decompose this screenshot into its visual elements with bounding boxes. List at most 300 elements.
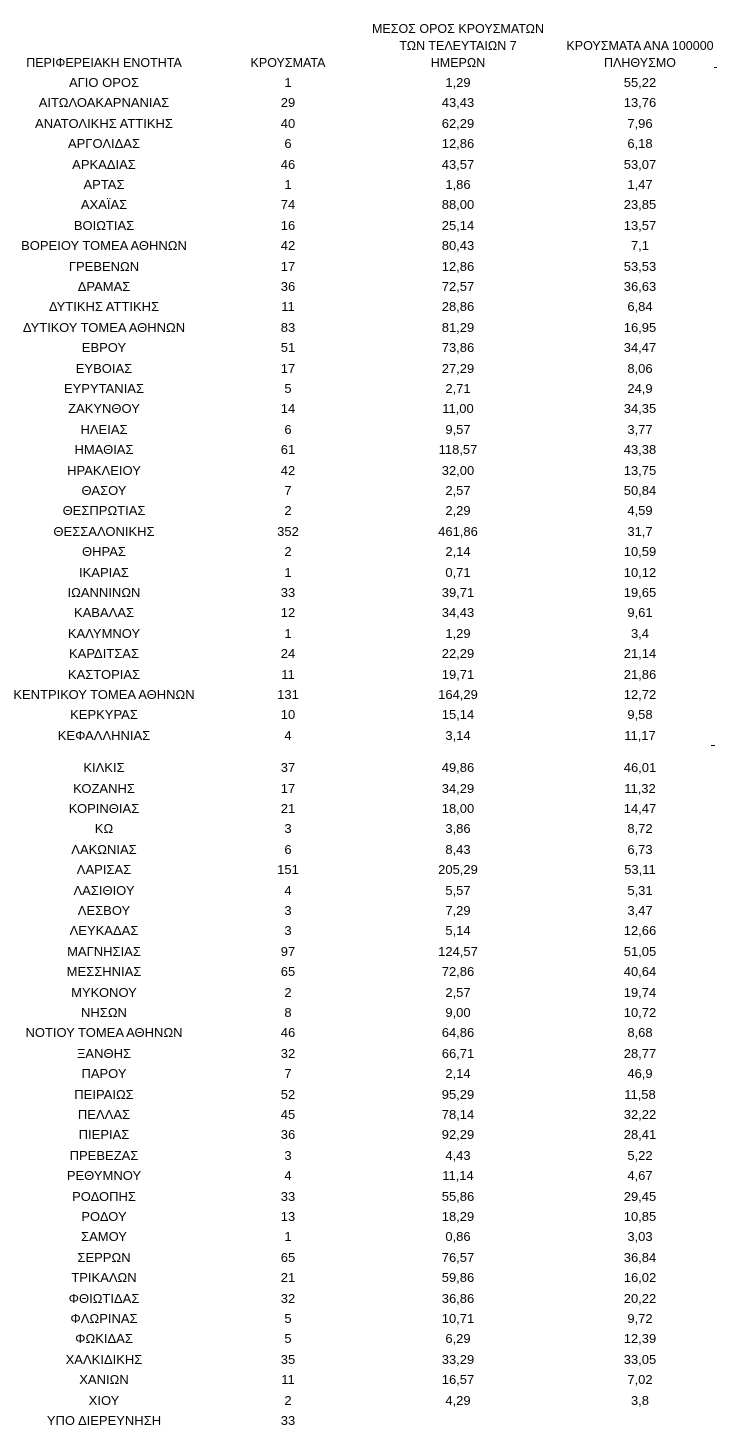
table-row [0, 1248, 731, 1268]
cell-region: ΗΡΑΚΛΕΙΟΥ [67, 462, 141, 478]
cell-cases-per-100000: 36,84 [623, 1249, 657, 1265]
cell-7day-average: 2,14 [445, 1066, 471, 1082]
cell-cases-per-100000: 12,39 [623, 1331, 657, 1347]
cell-region: ΚΟΖΑΝΗΣ [73, 780, 135, 796]
cell-7day-average: 0,71 [445, 564, 471, 580]
cell-region: ΦΘΙΩΤΙΔΑΣ [68, 1290, 140, 1306]
cell-cases-per-100000: 46,01 [623, 760, 657, 776]
cell-region: ΧΑΝΙΩΝ [79, 1372, 129, 1388]
column-header-region [0, 55, 208, 72]
table-row [0, 1105, 731, 1125]
table-row [0, 1044, 731, 1064]
cell-cases: 65 [280, 964, 296, 980]
cell-7day-average: 205,29 [438, 862, 478, 878]
cell-cases: 52 [280, 1086, 296, 1102]
cell-cases: 1 [284, 75, 292, 90]
table-row [0, 1370, 731, 1390]
cell-region: ΑΧΑΪΑΣ [80, 197, 128, 213]
cell-cases: 83 [280, 319, 296, 335]
cell-cases-per-100000: 32,22 [623, 1107, 657, 1122]
cell-region: ΛΑΚΩΝΙΑΣ [71, 841, 137, 857]
cell-cases-per-100000: 36,63 [623, 279, 657, 294]
cell-cases-per-100000: 11,58 [624, 1086, 656, 1102]
cell-cases: 3 [284, 903, 292, 918]
cell-region: ΘΑΣΟΥ [81, 483, 127, 498]
cell-cases: 6 [284, 136, 292, 152]
cell-7day-average: 73,86 [441, 340, 475, 356]
table-row [0, 624, 731, 644]
table-row [0, 563, 731, 583]
cell-cases: 35 [280, 1351, 296, 1367]
cell-region: ΛΑΡΙΣΑΣ [76, 862, 132, 878]
cell-cases: 13 [280, 1209, 296, 1224]
cell-7day-average: 72,86 [441, 964, 475, 980]
cell-7day-average: 18,00 [441, 801, 475, 816]
cell-cases: 5 [284, 1331, 292, 1347]
cell-cases: 151 [277, 862, 299, 878]
table-row [0, 1411, 731, 1431]
cell-7day-average: 78,14 [441, 1107, 475, 1122]
cell-edge-mark [714, 67, 717, 68]
cell-region: ΖΑΚΥΝΘΟΥ [68, 401, 140, 417]
cell-region: ΦΛΩΡΙΝΑΣ [70, 1311, 138, 1326]
cell-7day-average: 5,57 [445, 882, 471, 898]
cell-7day-average: 22,29 [441, 646, 475, 662]
cell-region: ΚΕΝΤΡΙΚΟΥ ΤΟΜΕΑ ΑΘΗΝΩΝ [13, 687, 195, 702]
cell-cases-per-100000: 5,31 [627, 882, 653, 898]
cell-cases-per-100000: 28,77 [623, 1045, 657, 1061]
cell-7day-average: 28,86 [441, 299, 475, 315]
column-header-7day-average-line-3: ΗΜΕΡΩΝ [430, 56, 486, 70]
cell-cases: 1 [284, 564, 292, 580]
cell-region: ΙΩΑΝΝΙΝΩΝ [67, 585, 141, 600]
cell-cases: 6 [284, 421, 292, 437]
cell-7day-average: 7,29 [445, 903, 471, 918]
table-row [0, 779, 731, 799]
cell-cases: 2 [284, 503, 292, 519]
table-row [0, 195, 731, 215]
cell-region: ΚΩ [94, 821, 114, 837]
cell-region: ΡΟΔΟΠΗΣ [72, 1188, 136, 1204]
cell-cases-per-100000: 10,85 [623, 1209, 657, 1224]
cell-cases-per-100000: 3,8 [630, 1392, 650, 1408]
cell-7day-average: 72,57 [441, 279, 475, 294]
table-row [0, 277, 731, 297]
cell-cases: 36 [280, 1127, 296, 1143]
cell-cases-per-100000: 6,73 [627, 841, 653, 857]
cell-7day-average: 0,86 [445, 1229, 471, 1245]
cell-cases: 11 [281, 299, 295, 315]
table-row [0, 962, 731, 982]
cell-cases-per-100000: 14,47 [623, 801, 657, 816]
cell-cases-per-100000: 8,06 [627, 360, 653, 376]
cell-region: ΗΛΕΙΑΣ [80, 421, 128, 437]
cell-cases-per-100000: 53,53 [623, 258, 657, 274]
cell-cases-per-100000: 9,72 [627, 1311, 653, 1326]
cell-cases: 61 [280, 442, 296, 458]
cell-cases-per-100000: 53,11 [624, 862, 656, 878]
table-row [0, 921, 731, 941]
cell-cases: 46 [280, 156, 296, 172]
cell-region: ΑΝΑΤΟΛΙΚΗΣ ΑΤΤΙΚΗΣ [35, 115, 173, 131]
cell-cases: 33 [280, 585, 296, 600]
column-header-cases-label: ΚΡΟΥΣΜΑΤΑ [250, 56, 326, 70]
cell-7day-average: 11,14 [442, 1168, 474, 1184]
cell-cases-per-100000: 3,03 [627, 1229, 653, 1245]
column-header-cases [238, 55, 338, 72]
table-row [0, 644, 731, 664]
cell-region: ΠΑΡΟΥ [81, 1066, 127, 1082]
cell-7day-average: 2,57 [445, 984, 471, 1000]
cell-7day-average: 49,86 [441, 760, 475, 776]
table-row [0, 1085, 731, 1105]
cell-region: ΘΕΣΠΡΩΤΙΑΣ [62, 503, 146, 519]
cell-cases-per-100000: 10,59 [623, 544, 657, 560]
cell-region: ΣΑΜΟΥ [81, 1229, 127, 1245]
table-row [0, 399, 731, 419]
cell-cases-per-100000: 20,22 [623, 1290, 657, 1306]
cell-region: ΒΟΡΕΙΟΥ ΤΟΜΕΑ ΑΘΗΝΩΝ [21, 238, 187, 254]
cell-region: ΕΒΡΟΥ [81, 340, 127, 356]
cell-7day-average: 1,86 [445, 177, 471, 192]
table-row [0, 522, 731, 542]
cell-7day-average: 62,29 [441, 115, 475, 131]
cell-region: ΛΕΥΚΑΔΑΣ [69, 923, 139, 939]
table-row [0, 1227, 731, 1247]
cell-7day-average: 164,29 [438, 687, 478, 702]
cell-cases-per-100000: 53,07 [623, 156, 657, 172]
cell-region: ΔΡΑΜΑΣ [77, 279, 131, 294]
table-row [0, 93, 731, 113]
cell-cases: 46 [280, 1025, 296, 1041]
cell-region: ΗΜΑΘΙΑΣ [74, 442, 134, 458]
column-header-cases-per-100000 [540, 38, 731, 72]
cell-cases: 33 [280, 1413, 296, 1428]
table-row [0, 1125, 731, 1145]
cell-region: ΒΟΙΩΤΙΑΣ [73, 217, 135, 233]
cell-region: ΚΕΡΚΥΡΑΣ [70, 707, 138, 723]
table-row [0, 1289, 731, 1309]
cell-cases-per-100000: 16,95 [623, 319, 657, 335]
cell-cases-per-100000: 40,64 [623, 964, 657, 980]
cell-7day-average: 18,29 [441, 1209, 475, 1224]
cell-7day-average: 81,29 [441, 319, 475, 335]
cell-cases-per-100000: 21,14 [623, 646, 657, 662]
cell-region: ΕΥΡΥΤΑΝΙΑΣ [63, 381, 145, 396]
cell-cases-per-100000: 6,84 [627, 299, 653, 315]
cell-cases-per-100000: 29,45 [623, 1188, 657, 1204]
table-row [0, 1023, 731, 1043]
table-row [0, 1391, 731, 1411]
cell-region: ΤΡΙΚΑΛΩΝ [71, 1270, 137, 1286]
table-row [0, 114, 731, 134]
cell-cases: 45 [280, 1107, 296, 1122]
cell-region: ΦΩΚΙΔΑΣ [75, 1331, 133, 1347]
cell-cases: 10 [280, 707, 296, 723]
cell-cases: 7 [284, 483, 292, 498]
cell-region: ΚΑΡΔΙΤΣΑΣ [68, 646, 140, 662]
table-row [0, 901, 731, 921]
cell-cases: 21 [280, 801, 296, 816]
cell-cases-per-100000: 3,4 [630, 625, 650, 641]
cell-7day-average: 64,86 [441, 1025, 475, 1041]
cell-7day-average: 25,14 [441, 217, 475, 233]
cell-region: ΡΟΔΟΥ [81, 1209, 127, 1224]
cell-7day-average: 92,29 [441, 1127, 475, 1143]
table-row [0, 440, 731, 460]
cell-7day-average: 59,86 [441, 1270, 475, 1286]
cell-cases: 51 [280, 340, 296, 356]
table-row [0, 583, 731, 603]
cell-cases-per-100000: 5,22 [627, 1147, 653, 1163]
table-row [0, 860, 731, 880]
cell-region: ΑΡΚΑΔΙΑΣ [72, 156, 136, 172]
column-header-cases-per-100000-line-1: ΚΡΟΥΣΜΑΤΑ ΑΝΑ 100000 [566, 39, 714, 53]
cell-cases-per-100000: 50,84 [623, 483, 657, 498]
cell-cases-per-100000: 34,47 [623, 340, 657, 356]
cell-cases: 40 [280, 115, 296, 131]
cell-region: ΔΥΤΙΚΟΥ ΤΟΜΕΑ ΑΘΗΝΩΝ [22, 319, 186, 335]
cell-cases: 37 [280, 760, 296, 776]
cell-7day-average: 3,86 [445, 821, 471, 837]
column-header-cases-per-100000-line-2: ΠΛΗΘΥΣΜΟ [604, 56, 676, 70]
cell-cases: 42 [280, 462, 296, 478]
table-row [0, 1003, 731, 1023]
table-row [0, 1350, 731, 1370]
cell-cases-per-100000: 7,1 [630, 238, 650, 254]
table-row [0, 603, 731, 623]
cell-cases-per-100000: 43,38 [623, 442, 657, 458]
cell-7day-average: 1,29 [445, 75, 471, 90]
cell-cases-per-100000: 4,67 [627, 1168, 653, 1184]
cell-cases: 32 [280, 1290, 296, 1306]
cell-cases: 17 [280, 780, 296, 796]
cell-cases-per-100000: 24,9 [627, 381, 653, 396]
cell-cases: 352 [277, 523, 299, 539]
cell-cases: 5 [284, 1311, 292, 1326]
table-row [0, 155, 731, 175]
table-row [0, 983, 731, 1003]
cell-region: ΡΕΘΥΜΝΟΥ [66, 1168, 142, 1184]
cell-cases-per-100000: 11,32 [624, 780, 656, 796]
cell-7day-average: 6,29 [445, 1331, 471, 1347]
cell-cases: 2 [284, 544, 292, 560]
cell-region: ΠΙΕΡΙΑΣ [78, 1127, 130, 1143]
cell-7day-average: 80,43 [441, 238, 475, 254]
cell-region: ΓΡΕΒΕΝΩΝ [68, 258, 140, 274]
table-row [0, 257, 731, 277]
cell-cases: 11 [281, 1372, 295, 1388]
table-row [0, 338, 731, 358]
cell-cases: 5 [284, 381, 292, 396]
cell-region: ΠΕΙΡΑΙΩΣ [74, 1086, 134, 1102]
table-row [0, 461, 731, 481]
cell-7day-average: 39,71 [441, 585, 475, 600]
cell-cases-per-100000: 23,85 [623, 197, 657, 213]
cell-region: ΧΑΛΚΙΔΙΚΗΣ [65, 1351, 143, 1367]
table-row [0, 481, 731, 501]
cell-cases-per-100000: 12,66 [623, 923, 657, 939]
cell-region: ΑΓΙΟ ΟΡΟΣ [68, 75, 140, 90]
cell-cases: 16 [280, 217, 296, 233]
table-row [0, 216, 731, 236]
cell-cases: 33 [280, 1188, 296, 1204]
cell-cases-per-100000: 21,86 [623, 666, 657, 682]
table-row [0, 297, 731, 317]
table-row [0, 819, 731, 839]
cell-7day-average: 2,57 [445, 483, 471, 498]
column-header-7day-average-line-2: ΤΩΝ ΤΕΛΕΥΤΑΙΩΝ 7 [399, 39, 517, 53]
cell-cases: 97 [280, 943, 296, 959]
cell-edge-mark [711, 745, 715, 746]
cell-cases: 131 [277, 687, 299, 702]
table-row [0, 1187, 731, 1207]
cell-7day-average: 12,86 [441, 136, 475, 152]
cell-cases: 74 [280, 197, 296, 213]
table-row [0, 134, 731, 154]
cell-region: ΕΥΒΟΙΑΣ [75, 360, 133, 376]
cell-cases: 14 [280, 401, 296, 417]
cell-7day-average: 19,71 [441, 666, 475, 682]
cell-cases-per-100000: 3,77 [627, 421, 653, 437]
table-row [0, 758, 731, 778]
cell-cases: 65 [280, 1249, 296, 1265]
cell-region: ΘΕΣΣΑΛΟΝΙΚΗΣ [53, 523, 155, 539]
cell-cases-per-100000: 12,72 [623, 687, 657, 702]
cell-7day-average: 2,14 [445, 544, 471, 560]
cell-7day-average: 9,00 [445, 1005, 471, 1020]
cell-region: ΚΟΡΙΝΘΙΑΣ [68, 801, 140, 816]
cell-region: ΜΑΓΝΗΣΙΑΣ [67, 943, 141, 959]
cell-cases: 4 [284, 1168, 292, 1184]
cell-cases: 2 [284, 1392, 292, 1408]
cell-cases-per-100000: 9,58 [627, 707, 653, 723]
cell-region: ΙΚΑΡΙΑΣ [79, 564, 129, 580]
cell-region: ΚΙΛΚΙΣ [83, 760, 125, 776]
table-row [0, 420, 731, 440]
cell-region: ΠΕΛΛΑΣ [77, 1107, 131, 1122]
table-row [0, 501, 731, 521]
cell-region: ΛΕΣΒΟΥ [77, 903, 131, 918]
cell-region: ΑΙΤΩΛΟΑΚΑΡΝΑΝΙΑΣ [38, 95, 170, 111]
table-row [0, 1146, 731, 1166]
cell-7day-average: 55,86 [441, 1188, 475, 1204]
column-header-7day-average [368, 21, 548, 72]
cell-cases: 2 [284, 984, 292, 1000]
cell-7day-average: 4,29 [445, 1392, 471, 1408]
cell-7day-average: 3,14 [445, 727, 471, 743]
cell-region: ΠΡΕΒΕΖΑΣ [69, 1147, 139, 1163]
table-row [0, 1166, 731, 1186]
cell-7day-average: 124,57 [438, 943, 478, 959]
table-row [0, 726, 731, 746]
cell-cases-per-100000: 3,47 [627, 903, 653, 918]
cell-cases: 3 [284, 1147, 292, 1163]
cell-cases-per-100000: 10,12 [623, 564, 657, 580]
cell-cases: 1 [284, 1229, 292, 1245]
cell-cases-per-100000: 8,68 [627, 1025, 653, 1041]
cell-7day-average: 8,43 [445, 841, 471, 857]
cell-cases-per-100000: 34,35 [623, 401, 657, 417]
cell-cases-per-100000: 16,02 [623, 1270, 657, 1286]
cell-region: ΚΕΦΑΛΛΗΝΙΑΣ [57, 727, 151, 743]
cell-cases-per-100000: 13,75 [623, 462, 657, 478]
cell-region: ΜΕΣΣΗΝΙΑΣ [66, 964, 142, 980]
table-row [0, 665, 731, 685]
cell-7day-average: 5,14 [445, 923, 471, 939]
cell-region: ΜΥΚΟΝΟΥ [71, 984, 137, 1000]
cell-region: ΑΡΤΑΣ [83, 177, 125, 192]
cell-7day-average: 76,57 [441, 1249, 475, 1265]
cell-7day-average: 36,86 [441, 1290, 475, 1306]
cell-cases-per-100000: 7,02 [627, 1372, 653, 1388]
cell-cases-per-100000: 51,05 [623, 943, 657, 959]
cell-region: ΚΑΒΑΛΑΣ [73, 605, 135, 621]
table-row [0, 942, 731, 962]
table-row [0, 840, 731, 860]
cell-cases-per-100000: 10,72 [623, 1005, 657, 1020]
cell-cases: 6 [284, 841, 292, 857]
cell-7day-average: 9,57 [445, 421, 471, 437]
table-row [0, 881, 731, 901]
cell-7day-average: 16,57 [441, 1372, 475, 1388]
cell-7day-average: 32,00 [441, 462, 475, 478]
cell-cases-per-100000: 55,22 [623, 75, 657, 90]
column-header-region-label: ΠΕΡΙΦΕΡΕΙΑΚΗ ΕΝΟΤΗΤΑ [26, 56, 182, 70]
cell-cases-per-100000: 33,05 [623, 1351, 657, 1367]
cell-cases-per-100000: 28,41 [623, 1127, 657, 1143]
cell-region: ΥΠΟ ΔΙΕΡΕΥΝΗΣΗ [46, 1413, 162, 1428]
cell-region: ΝΗΣΩΝ [81, 1005, 127, 1020]
table-row [0, 1268, 731, 1288]
cell-7day-average: 118,57 [438, 442, 478, 458]
cell-region: ΧΙΟΥ [88, 1392, 120, 1408]
cell-7day-average: 88,00 [441, 197, 475, 213]
cell-7day-average: 4,43 [445, 1147, 471, 1163]
cell-cases: 1 [284, 625, 292, 641]
cell-cases-per-100000: 19,65 [623, 585, 657, 600]
cell-cases: 7 [284, 1066, 292, 1082]
cell-7day-average: 43,43 [441, 95, 475, 111]
cell-cases-per-100000: 1,47 [627, 177, 653, 192]
cell-7day-average: 10,71 [441, 1311, 475, 1326]
cell-cases: 12 [280, 605, 296, 621]
cell-cases: 36 [280, 279, 296, 294]
cell-region: ΘΗΡΑΣ [82, 544, 126, 560]
cell-region: ΑΡΓΟΛΙΔΑΣ [67, 136, 141, 152]
cell-7day-average: 66,71 [441, 1045, 475, 1061]
cell-region: ΞΑΝΘΗΣ [76, 1045, 132, 1061]
cell-cases: 3 [284, 923, 292, 939]
cell-7day-average: 2,29 [445, 503, 471, 519]
cell-7day-average: 43,57 [441, 156, 475, 172]
table-row [0, 318, 731, 338]
cell-cases: 24 [280, 646, 296, 662]
table-row [0, 1207, 731, 1227]
table-row [0, 175, 731, 195]
cell-7day-average: 27,29 [441, 360, 475, 376]
cell-cases: 4 [284, 727, 292, 743]
table-row [0, 1309, 731, 1329]
cell-cases: 8 [284, 1005, 292, 1020]
cell-cases-per-100000: 4,59 [627, 503, 653, 519]
cell-cases: 3 [284, 821, 292, 837]
cell-cases-per-100000: 19,74 [623, 984, 657, 1000]
cell-cases-per-100000: 6,18 [627, 136, 653, 152]
cell-7day-average: 34,29 [441, 780, 475, 796]
cell-region: ΣΕΡΡΩΝ [77, 1249, 131, 1265]
cell-cases: 1 [284, 177, 292, 192]
